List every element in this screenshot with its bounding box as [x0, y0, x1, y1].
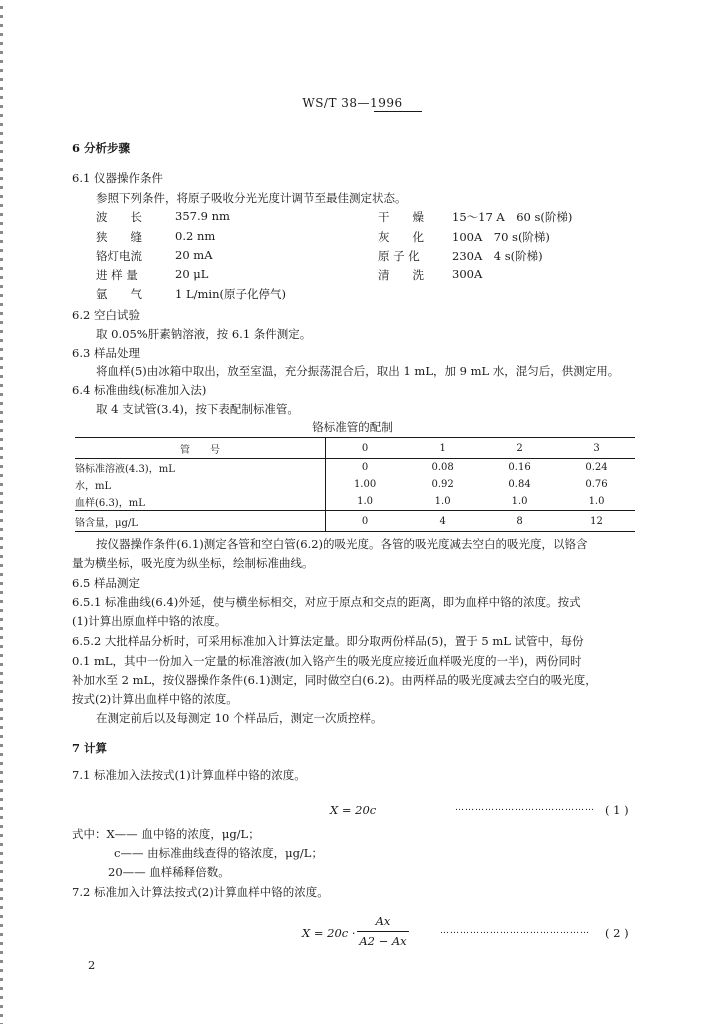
param-value: 300A — [452, 267, 483, 281]
param-value: 1 L/min(原子化停气) — [175, 287, 286, 301]
scan-edge-artifact — [0, 0, 3, 1024]
formula-2-fraction-bar — [357, 931, 409, 932]
table-cell: 4 — [404, 511, 481, 532]
table-cell: 0 — [326, 511, 405, 532]
section-6-4-text: 取 4 支试管(3.4)，按下表配制标准管。 — [96, 402, 299, 416]
section-6-5-1-line: (1)计算出原血样中铬的浓度。 — [72, 614, 227, 628]
where-line: 20—— 血样稀释倍数。 — [108, 865, 230, 879]
formula-1: X = 20c — [330, 803, 377, 817]
table-cell: 1.0 — [434, 496, 451, 507]
section-6-3-text: 将血样(5)由冰箱中取出，放至室温，充分振荡混合后，取出 1 mL，加 9 mL 水，混匀后，供测定用。 — [96, 364, 620, 378]
chromium-standard-table — [75, 437, 635, 532]
table-cell: 0 — [361, 462, 369, 473]
table-cell: 铬含量，μg/L — [75, 511, 326, 532]
table-cell: 水，mL — [75, 476, 326, 493]
table-cell: 0.08 — [431, 462, 454, 473]
section-6-5-2-line: 按式(2)计算出血样中铬的浓度。 — [72, 692, 238, 706]
formula-1-leader-dots: …………………………………… — [455, 803, 595, 813]
param-label: 波 长 — [96, 210, 142, 224]
param-value: 357.9 nm — [175, 209, 230, 223]
where-line: c—— 由标准曲线查得的铬浓度，μg/L； — [114, 846, 323, 860]
param-value: 20 μL — [175, 267, 209, 281]
quality-control-note: 在测定前后以及每测定 10 个样品后，测定一次质控样。 — [96, 711, 383, 725]
table-row — [75, 459, 635, 477]
section-6-4-after-line: 量为横坐标，吸光度为纵坐标，绘制标准曲线。 — [72, 556, 314, 570]
table-row — [75, 476, 635, 493]
param-label: 干 燥 — [378, 210, 424, 224]
section-7-title: 7 计算 — [72, 741, 108, 755]
table-cell: 0.76 — [585, 479, 608, 490]
table-cell: 0.24 — [585, 462, 608, 473]
table-row — [75, 511, 635, 532]
formula-2-denominator: A2 − Ax — [359, 934, 407, 948]
section-6-5-title: 6.5 样品测定 — [72, 576, 140, 590]
table-header-cell: 3 — [558, 438, 635, 459]
table-header-cell: 管 号 — [75, 438, 326, 459]
table-cell: 0.84 — [508, 479, 531, 490]
section-6-5-2-line: 6.5.2 大批样品分析时，可采用标准加入计算法定量。即分取两份样品(5)，置于 5 mL 试管中，每份 — [72, 634, 584, 648]
table-header-cell: 1 — [404, 438, 481, 459]
section-7-1-title: 7.1 标准加入法按式(1)计算血样中铬的浓度。 — [72, 768, 306, 782]
formula-2-leader-dots: ……………………………………… — [440, 926, 590, 936]
page-number: 2 — [88, 958, 96, 972]
table-cell: 0.16 — [508, 462, 531, 473]
header-underline — [374, 111, 422, 112]
section-6-4-after-line: 按仪器操作条件(6.1)测定各管和空白管(6.2)的吸光度。各管的吸光度减去空白的吸光度，以铬含 — [96, 537, 588, 551]
param-value: 0.2 nm — [175, 229, 216, 243]
table-cell: 8 — [481, 511, 558, 532]
section-6-4-title: 6.4 标准曲线(标准加入法) — [72, 383, 207, 397]
table-cell: 铬标准溶液(4.3)，mL — [75, 459, 326, 477]
formula-2-left: X = 20c · — [302, 926, 356, 940]
standard-code-header: WS/T 38—1996 — [302, 96, 403, 110]
section-6-1-title: 6.1 仪器操作条件 — [72, 171, 163, 185]
section-6-5-1-line: 6.5.1 标准曲线(6.4)外延，使与横坐标相交，对应于原点和交点的距离，即为血样中铬的浓度。按式 — [72, 595, 581, 609]
formula-2-numerator: Ax — [375, 914, 391, 928]
where-line: 式中：X—— 血中铬的浓度，μg/L； — [72, 827, 260, 841]
section-6-title: 6 分析步骤 — [72, 141, 131, 155]
section-6-2-title: 6.2 空白试验 — [72, 308, 140, 322]
section-6-5-2-line: 补加水至 2 mL，按仪器操作条件(6.1)测定，同时做空白(6.2)。由两样品的吸光度减去空白的吸光度， — [72, 673, 597, 687]
section-6-3-title: 6.3 样品处理 — [72, 346, 140, 360]
table-cell: 血样(6.3)，mL — [75, 493, 326, 511]
param-value: 230A 4 s(阶梯) — [452, 249, 543, 263]
formula-1-number: ( 1 ) — [605, 803, 629, 817]
table-cell: 1.0 — [588, 496, 605, 507]
table-cell: 1.0 — [357, 496, 374, 507]
param-label: 原 子 化 — [378, 249, 420, 263]
table-header-cell: 0 — [326, 438, 405, 459]
param-label: 氩 气 — [96, 287, 142, 301]
table-header-cell: 2 — [481, 438, 558, 459]
param-label: 进 样 量 — [96, 268, 138, 282]
param-value: 15～17 A 60 s(阶梯) — [452, 210, 573, 224]
section-7-2-title: 7.2 标准加入计算法按式(2)计算血样中铬的浓度。 — [72, 885, 329, 899]
param-label: 灰 化 — [378, 230, 424, 244]
table-title: 铬标准管的配制 — [312, 420, 393, 434]
param-value: 100A 70 s(阶梯) — [452, 230, 550, 244]
table-cell: 1.00 — [353, 479, 377, 490]
param-label: 铬灯电流 — [96, 249, 142, 263]
section-6-1-intro: 参照下列条件，将原子吸收分光光度计调节至最佳测定状态。 — [96, 191, 407, 205]
table-row — [75, 493, 635, 511]
table-cell: 0.92 — [431, 479, 454, 490]
table-cell: 1.0 — [511, 496, 528, 507]
section-6-2-text: 取 0.05%肝素钠溶液，按 6.1 条件测定。 — [96, 327, 312, 341]
section-6-5-2-line: 0.1 mL，其中一份加入一定量的标准溶液(加入铬产生的吸光度应接近血样吸光度的一半)，两份同时 — [72, 654, 582, 668]
param-value: 20 mA — [175, 248, 213, 262]
param-label: 狭 缝 — [96, 230, 142, 244]
formula-2-number: ( 2 ) — [605, 926, 629, 940]
table-cell: 12 — [558, 511, 635, 532]
table-header-row — [75, 438, 635, 459]
param-label: 清 洗 — [378, 268, 424, 282]
